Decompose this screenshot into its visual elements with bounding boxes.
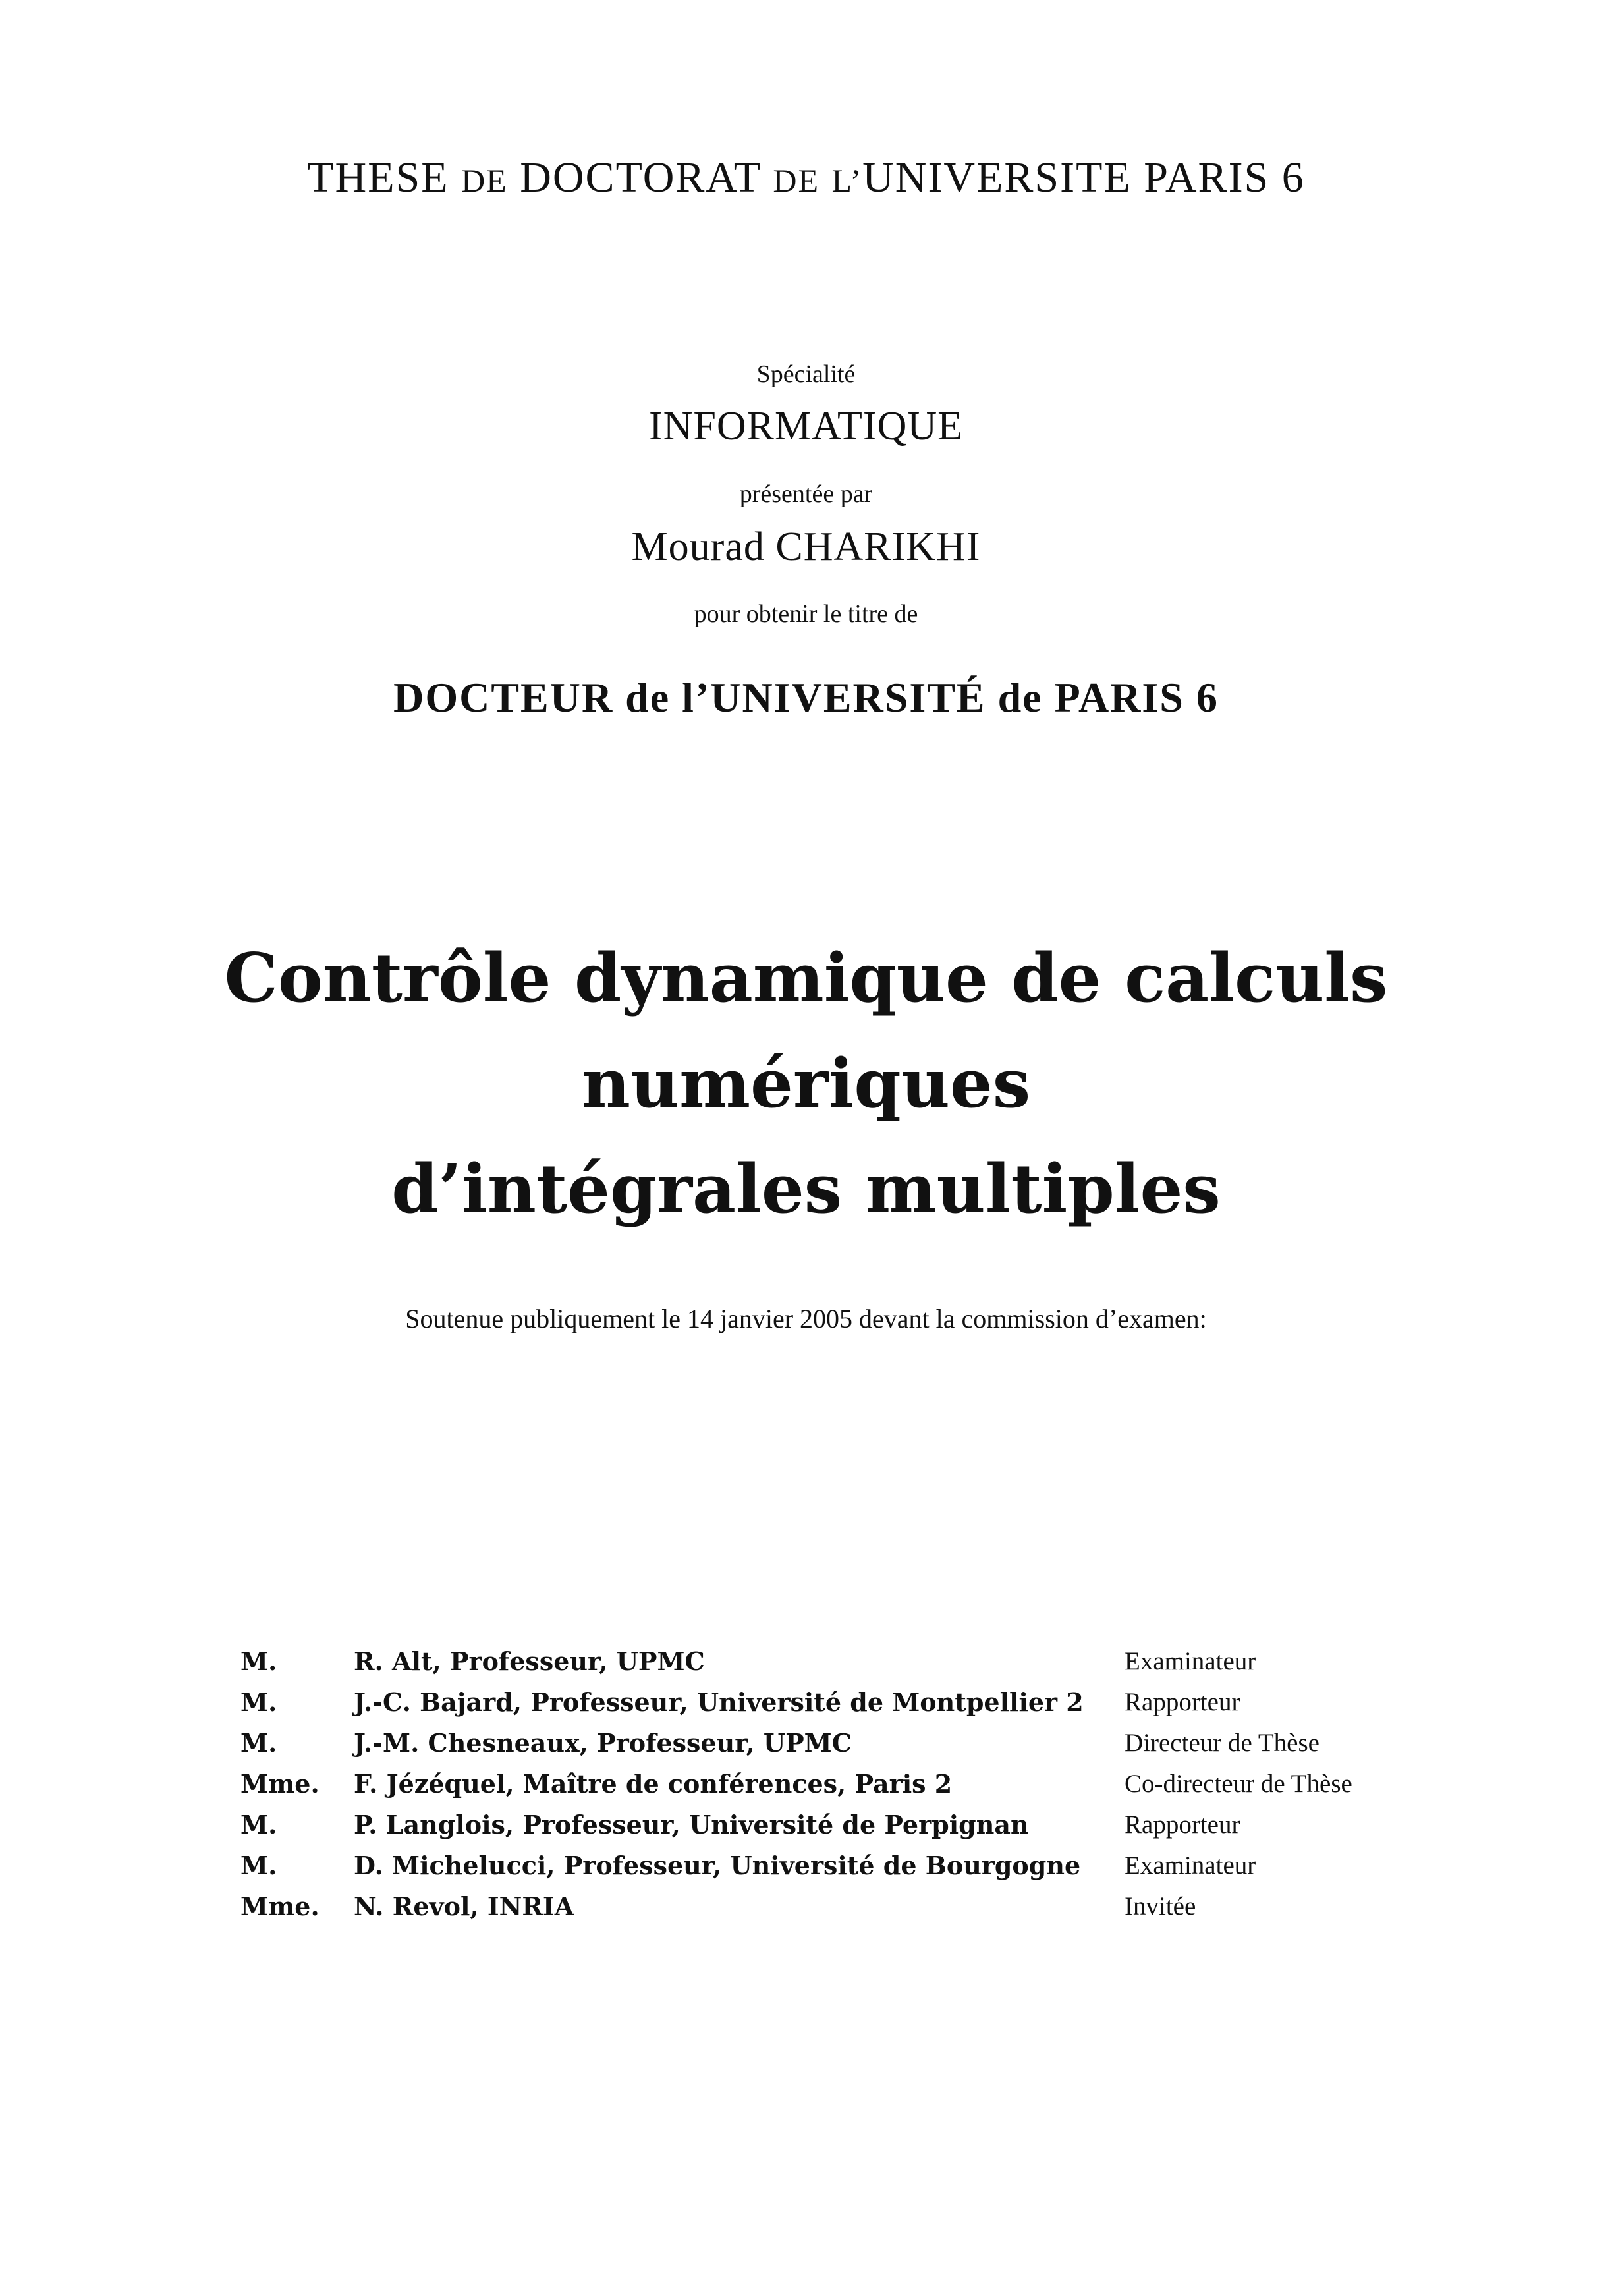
jury-role: Directeur de Thèse <box>1125 1728 1320 1757</box>
jury-row <box>240 1640 1352 1681</box>
jury-title: M. <box>240 1850 277 1880</box>
degree-label: pour obtenir le titre de <box>694 600 918 628</box>
specialty-label: Spécialité <box>756 360 856 388</box>
thesis-title-line-2: numériques <box>581 1044 1031 1123</box>
jury-member: P. Langlois, Professeur, Université de Perpignan <box>354 1809 1029 1839</box>
header-word-l: L’ <box>831 162 863 199</box>
header-word-de-2: DE <box>773 162 820 199</box>
jury-table <box>240 1640 1352 1926</box>
jury-row <box>240 1845 1352 1886</box>
header-word-de-1: DE <box>461 162 508 199</box>
thesis-title <box>0 926 1612 1242</box>
degree-title: DOCTEUR de l’UNIVERSITÉ de PARIS 6 <box>393 674 1219 721</box>
jury-role: Examinateur <box>1125 1646 1256 1675</box>
presented-by-label: présentée par <box>739 480 873 508</box>
header-word-these: THESE <box>307 154 449 202</box>
header-word-universite: UNIVERSITE PARIS 6 <box>862 154 1305 202</box>
specialty-value: INFORMATIQUE <box>649 404 963 449</box>
jury-row <box>240 1886 1352 1926</box>
jury-title: M. <box>240 1687 277 1717</box>
thesis-title-line-1: Contrôle dynamique de calculs <box>224 939 1388 1018</box>
jury-member: J.-C. Bajard, Professeur, Université de Montpellier 2 <box>354 1687 1084 1717</box>
jury-row <box>240 1681 1352 1722</box>
jury-role: Co-directeur de Thèse <box>1125 1769 1352 1798</box>
jury-title: M. <box>240 1646 277 1676</box>
jury-role: Examinateur <box>1125 1851 1256 1880</box>
jury-role: Rapporteur <box>1125 1687 1240 1716</box>
jury-member: D. Michelucci, Professeur, Université de Bourgogne <box>354 1850 1081 1880</box>
jury-title: Mme. <box>240 1891 320 1921</box>
jury-role: Rapporteur <box>1125 1810 1240 1839</box>
jury-title: Mme. <box>240 1768 320 1799</box>
jury-member: F. Jézéquel, Maître de conférences, Paris 2 <box>354 1768 953 1799</box>
header-word-doctorat: DOCTORAT <box>520 154 761 202</box>
jury-role: Invitée <box>1125 1891 1196 1920</box>
thesis-title-line-3: d’intégrales multiples <box>391 1150 1221 1229</box>
jury-member: J.-M. Chesneaux, Professeur, UPMC <box>354 1727 852 1758</box>
defense-statement: Soutenue publiquement le 14 janvier 2005 devant la commission d’examen: <box>405 1304 1207 1333</box>
jury-member: N. Revol, INRIA <box>354 1891 574 1921</box>
jury-row <box>240 1722 1352 1763</box>
jury-title: M. <box>240 1727 277 1758</box>
jury-member: R. Alt, Professeur, UPMC <box>354 1646 705 1676</box>
author-name: Mourad CHARIKHI <box>631 524 981 569</box>
jury-row <box>240 1763 1352 1804</box>
jury-row <box>240 1804 1352 1845</box>
university-header <box>0 153 1612 203</box>
jury-title: M. <box>240 1809 277 1839</box>
